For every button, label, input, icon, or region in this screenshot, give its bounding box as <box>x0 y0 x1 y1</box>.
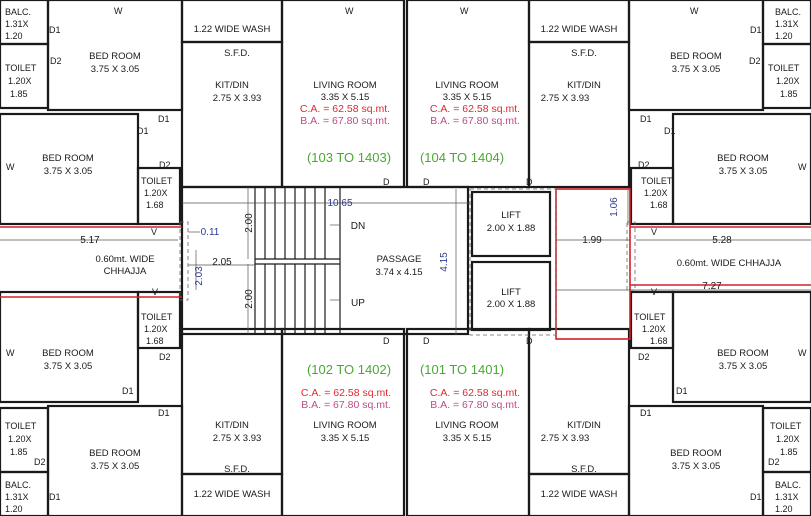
toilet-label: TOILET <box>641 176 673 186</box>
toilet-dims: 1.68 <box>146 336 164 346</box>
toilet-dims: 1.20X <box>776 76 800 86</box>
door-mark: D1 <box>750 25 762 35</box>
door-mark: D1 <box>640 408 652 418</box>
labels-bottom-right <box>420 312 807 514</box>
builtup-area: B.A. = 67.80 sq.mt. <box>300 115 390 127</box>
carpet-area: C.A. = 62.58 sq.mt. <box>429 103 521 115</box>
window-mark: W <box>798 348 807 358</box>
toilet-label: TOILET <box>141 176 173 186</box>
carpet-area: C.A. = 62.58 sq.mt. <box>300 387 392 399</box>
toilet-dims: 1.20X <box>642 324 666 334</box>
stair-up-label: UP <box>351 298 365 309</box>
stair-down-label: DN <box>350 221 366 232</box>
ventilator-mark: V <box>152 287 159 297</box>
builtup-area: B.A. = 67.80 sq.mt. <box>430 115 520 127</box>
balc-dims: 1.31X <box>5 492 29 502</box>
door-mark: D2 <box>50 56 62 66</box>
toilet-label: TOILET <box>770 421 802 431</box>
window-mark: W <box>798 162 807 172</box>
builtup-area: B.A. = 67.80 sq.mt. <box>301 399 391 411</box>
toilet-dims: 1.20X <box>8 434 32 444</box>
dim-10-65: 10.65 <box>327 198 353 209</box>
toilet-label: TOILET <box>5 421 37 431</box>
toilet-dims: 1.68 <box>146 200 164 210</box>
kitdin-dims: 2.75 X 3.93 <box>212 93 262 104</box>
bed-room-label: BED ROOM <box>717 348 769 359</box>
dim-1-06: 1.06 <box>609 197 620 217</box>
living-room-dims: 3.35 X 5.15 <box>442 92 492 103</box>
dim-7-27: 7.27 <box>702 281 722 292</box>
balc-dims: 1.31X <box>775 492 799 502</box>
staircase <box>255 187 340 334</box>
balc-dims: 1.31X <box>5 19 29 29</box>
bed-room-dims: 3.75 X 3.05 <box>671 64 721 75</box>
living-room-dims: 3.35 X 5.15 <box>320 92 370 103</box>
window-mark: W <box>345 6 354 16</box>
toilet-dims: 1.20X <box>144 324 168 334</box>
door-mark: D1 <box>137 126 149 136</box>
door-mark: D <box>423 336 430 346</box>
dim-0-11: 0.11 <box>200 227 220 238</box>
flat-number-label: (103 TO 1403) <box>306 150 392 165</box>
door-mark: D2 <box>159 352 171 362</box>
labels-top-left <box>5 6 391 210</box>
toilet-dims: 1.20X <box>144 188 168 198</box>
balc-dims: 1.20 <box>775 31 793 41</box>
dim-5-28: 5.28 <box>712 235 732 246</box>
living-room-label: LIVING ROOM <box>435 420 499 431</box>
wash-label: 1.22 WIDE WASH <box>540 489 618 500</box>
chhajja-label: CHHAJJA <box>103 266 147 277</box>
carpet-area: C.A. = 62.58 sq.mt. <box>429 387 521 399</box>
ventilator-mark: V <box>151 227 158 237</box>
door-mark: D2 <box>638 352 650 362</box>
toilet-dims: 1.68 <box>650 200 668 210</box>
kitdin-dims: 2.75 X 3.93 <box>540 93 590 104</box>
toilet-dims: 1.85 <box>10 89 28 99</box>
balc-dims: 1.20 <box>775 504 793 514</box>
dim-1-99: 1.99 <box>582 235 602 246</box>
flat-number-label: (104 TO 1404) <box>419 150 505 165</box>
bed-room-dims: 3.75 X 3.05 <box>43 166 93 177</box>
door-mark: D1 <box>49 492 61 502</box>
door-mark: D <box>383 177 390 187</box>
toilet-label: TOILET <box>634 312 666 322</box>
door-mark: D2 <box>768 457 780 467</box>
toilet-dims: 1.85 <box>780 447 798 457</box>
dim-4-15: 4.15 <box>439 252 450 272</box>
kitdin-label: KIT/DIN <box>567 420 601 431</box>
door-mark: D <box>383 336 390 346</box>
bed-room-dims: 3.75 X 3.05 <box>90 64 140 75</box>
window-mark: W <box>690 6 699 16</box>
door-mark: D2 <box>749 56 761 66</box>
dim-2-00-upper: 2.00 <box>244 213 255 233</box>
door-mark: D1 <box>640 114 652 124</box>
door-mark: D2 <box>159 160 171 170</box>
sfd-label: S.F.D. <box>224 48 250 59</box>
bed-room-label: BED ROOM <box>89 448 141 459</box>
bed-room-label: BED ROOM <box>42 153 94 164</box>
lift-label: LIFT <box>501 210 521 221</box>
ventilator-mark: V <box>651 227 658 237</box>
door-mark: D1 <box>664 126 676 136</box>
door-mark: D1 <box>49 25 61 35</box>
door-mark: D1 <box>750 492 762 502</box>
chhajja-right-label: 0.60mt. WIDE CHHAJJA <box>676 258 782 269</box>
balc-label: BALC. <box>5 7 32 17</box>
bed-room-dims: 3.75 X 3.05 <box>43 361 93 372</box>
balc-label: BALC. <box>5 480 32 490</box>
kitdin-label: KIT/DIN <box>215 420 249 431</box>
balc-dims: 1.20 <box>5 31 23 41</box>
door-mark: D <box>526 336 533 346</box>
door-mark: D2 <box>34 457 46 467</box>
wash-label: 1.22 WIDE WASH <box>193 24 271 35</box>
bed-room-label: BED ROOM <box>89 51 141 62</box>
lift-dims: 2.00 X 1.88 <box>486 223 536 234</box>
bed-room-label: BED ROOM <box>42 348 94 359</box>
bed-room-label: BED ROOM <box>670 448 722 459</box>
door-mark: D1 <box>676 386 688 396</box>
window-mark: W <box>6 348 15 358</box>
living-room-dims: 3.35 X 5.15 <box>320 433 370 444</box>
balc-label: BALC. <box>775 480 802 490</box>
door-mark: D <box>423 177 430 187</box>
bed-room-dims: 3.75 X 3.05 <box>90 461 140 472</box>
balc-dims: 1.20 <box>5 504 23 514</box>
passage-label: PASSAGE <box>376 254 422 265</box>
living-room-label: LIVING ROOM <box>435 80 499 91</box>
bed-room-label: BED ROOM <box>670 51 722 62</box>
window-mark: W <box>460 6 469 16</box>
sfd-label: S.F.D. <box>571 464 597 475</box>
toilet-dims: 1.20X <box>644 188 668 198</box>
toilet-label: TOILET <box>768 63 800 73</box>
toilet-dims: 1.68 <box>650 336 668 346</box>
sfd-label: S.F.D. <box>571 48 597 59</box>
door-mark: D1 <box>122 386 134 396</box>
door-mark: D1 <box>158 114 170 124</box>
living-room-dims: 3.35 X 5.15 <box>442 433 492 444</box>
labels-top-right <box>420 6 807 210</box>
dim-5-17: 5.17 <box>80 235 100 246</box>
balc-dims: 1.31X <box>775 19 799 29</box>
flat-number-label: (101 TO 1401) <box>419 362 505 377</box>
bed-room-dims: 3.75 X 3.05 <box>718 361 768 372</box>
toilet-label: TOILET <box>5 63 37 73</box>
labels-bottom-left <box>5 312 391 514</box>
balc-label: BALC. <box>775 7 802 17</box>
window-mark: W <box>6 162 15 172</box>
kitdin-dims: 2.75 X 3.93 <box>212 433 262 444</box>
kitdin-label: KIT/DIN <box>567 80 601 91</box>
wash-label: 1.22 WIDE WASH <box>540 24 618 35</box>
toilet-dims: 1.85 <box>10 447 28 457</box>
chhajja-label: 0.60mt. WIDE <box>95 254 155 265</box>
door-mark: D1 <box>158 408 170 418</box>
toilet-dims: 1.85 <box>780 89 798 99</box>
living-room-label: LIVING ROOM <box>313 420 377 431</box>
toilet-dims: 1.20X <box>776 434 800 444</box>
wash-label: 1.22 WIDE WASH <box>193 489 271 500</box>
sfd-label: S.F.D. <box>224 464 250 475</box>
carpet-area: C.A. = 62.58 sq.mt. <box>299 103 391 115</box>
dim-2-03: 2.03 <box>194 266 205 286</box>
kitdin-dims: 2.75 X 3.93 <box>540 433 590 444</box>
window-mark: W <box>114 6 123 16</box>
bed-room-dims: 3.75 X 3.05 <box>671 461 721 472</box>
living-room-label: LIVING ROOM <box>313 80 377 91</box>
labels-core <box>80 197 782 346</box>
flat-number-label: (102 TO 1402) <box>306 362 392 377</box>
toilet-dims: 1.20X <box>8 76 32 86</box>
dim-2-05: 2.05 <box>212 257 232 268</box>
dim-2-00-lower: 2.00 <box>244 289 255 309</box>
builtup-area: B.A. = 67.80 sq.mt. <box>430 399 520 411</box>
passage-dims: 3.74 x 4.15 <box>375 267 423 278</box>
lift-label: LIFT <box>501 287 521 298</box>
door-mark: D <box>526 177 533 187</box>
bed-room-label: BED ROOM <box>717 153 769 164</box>
kitdin-label: KIT/DIN <box>215 80 249 91</box>
bed-room-dims: 3.75 X 3.05 <box>718 166 768 177</box>
toilet-label: TOILET <box>141 312 173 322</box>
ventilator-mark: V <box>651 287 658 297</box>
lift-dims: 2.00 X 1.88 <box>486 299 536 310</box>
door-mark: D2 <box>638 160 650 170</box>
